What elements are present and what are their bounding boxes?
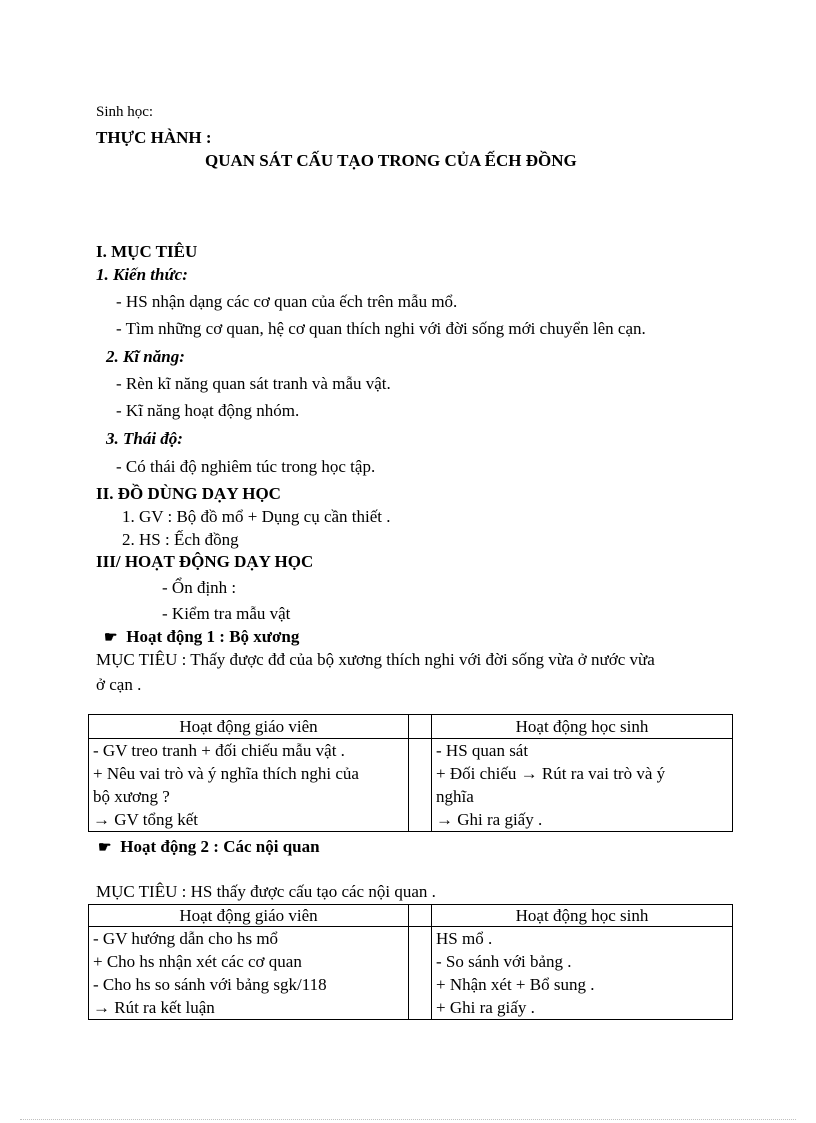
skills-item: - Rèn kĩ năng quan sát tranh và mẫu vật.: [116, 374, 391, 393]
spacer-column: [409, 739, 432, 832]
spacer-column: [409, 927, 432, 1020]
knowledge-item: - HS nhận dạng các cơ quan của ếch trên mẫu mổ.: [116, 292, 458, 311]
section1-title: I. MỤC TIÊU: [96, 242, 198, 261]
materials-item: 2. HS : Ếch đồng: [122, 530, 239, 549]
student-line: + Nhận xét + Bổ sung .: [436, 975, 595, 994]
activity1-objective-cont: ở cạn .: [96, 675, 142, 694]
spacer-column: [409, 715, 432, 739]
student-line: + Ghi ra giấy .: [436, 998, 535, 1017]
teacher-line: - GV treo tranh + đối chiếu mẫu vật .: [93, 741, 345, 760]
attitude-item: - Có thái độ nghiêm túc trong học tập.: [116, 457, 376, 476]
skills-label: 2. Kĩ năng:: [106, 347, 185, 366]
teacher-activities: [89, 739, 409, 832]
teacher-line: - Cho hs so sánh với bảng sgk/118: [93, 975, 327, 994]
teacher-line: + Nêu vai trò và ý nghĩa thích nghi của: [93, 764, 359, 783]
page-bottom-divider: [20, 1119, 796, 1120]
spacer-column: [409, 905, 432, 927]
pointing-hand-icon: ☛: [104, 630, 118, 646]
knowledge-label: 1. Kiến thức:: [96, 265, 188, 284]
student-header: Hoạt động học sinh: [432, 905, 733, 927]
activity1-objective: MỤC TIÊU : Thấy được đđ của bộ xương thích nghi với đời sống vừa ở nước vừa: [96, 650, 655, 669]
activity2-table: [88, 904, 733, 1020]
pointing-hand-icon: ☛: [98, 840, 112, 856]
subject-label: Sinh học:: [96, 104, 154, 120]
teacher-header: Hoạt động giáo viên: [89, 905, 409, 927]
activity1-title: ☛ Hoạt động 1 : Bộ xương: [104, 627, 300, 646]
teacher-line: → Rút ra kết luận: [93, 998, 215, 1017]
teacher-header: Hoạt động giáo viên: [89, 715, 409, 739]
student-line: HS mổ .: [436, 929, 493, 948]
student-line: - So sánh với bảng .: [436, 952, 572, 971]
knowledge-item: - Tìm những cơ quan, hệ cơ quan thích nghi với đời sống mới chuyển lên cạn.: [116, 319, 646, 338]
student-line: nghĩa: [436, 787, 474, 806]
practice-heading: THỰC HÀNH :: [96, 128, 212, 147]
teacher-line: + Cho hs nhận xét các cơ quan: [93, 952, 302, 971]
section3-title: III/ HOẠT ĐỘNG DẠY HỌC: [96, 552, 314, 571]
procedure-item: - Ổn định :: [162, 578, 237, 597]
activity2-title: ☛ Hoạt động 2 : Các nội quan: [98, 837, 320, 856]
procedure-item: - Kiểm tra mẫu vật: [162, 604, 291, 623]
student-line: → Ghi ra giấy .: [436, 810, 543, 829]
teacher-line: bộ xương ?: [93, 787, 170, 806]
attitude-label: 3. Thái độ:: [106, 429, 183, 448]
student-activities: [432, 927, 733, 1020]
teacher-activities: [89, 927, 409, 1020]
student-line: + Đối chiếu → Rút ra vai trò và ý: [436, 764, 666, 783]
student-line: - HS quan sát: [436, 741, 529, 760]
skills-item: - Kĩ năng hoạt động nhóm.: [116, 401, 300, 420]
teacher-line: → GV tổng kết: [93, 810, 198, 829]
student-header: Hoạt động học sinh: [432, 715, 733, 739]
activity1-table: [88, 714, 733, 832]
activity2-objective: MỤC TIÊU : HS thấy được cấu tạo các nội quan .: [96, 882, 436, 901]
teacher-line: - GV hướng dẫn cho hs mổ: [93, 929, 279, 948]
page-title: QUAN SÁT CẤU TẠO TRONG CỦA ẾCH ĐỒNG: [205, 151, 577, 170]
section2-title: II. ĐỒ DÙNG DẠY HỌC: [96, 484, 281, 503]
materials-item: 1. GV : Bộ đồ mổ + Dụng cụ cần thiết .: [122, 507, 391, 526]
student-activities: [432, 739, 733, 832]
